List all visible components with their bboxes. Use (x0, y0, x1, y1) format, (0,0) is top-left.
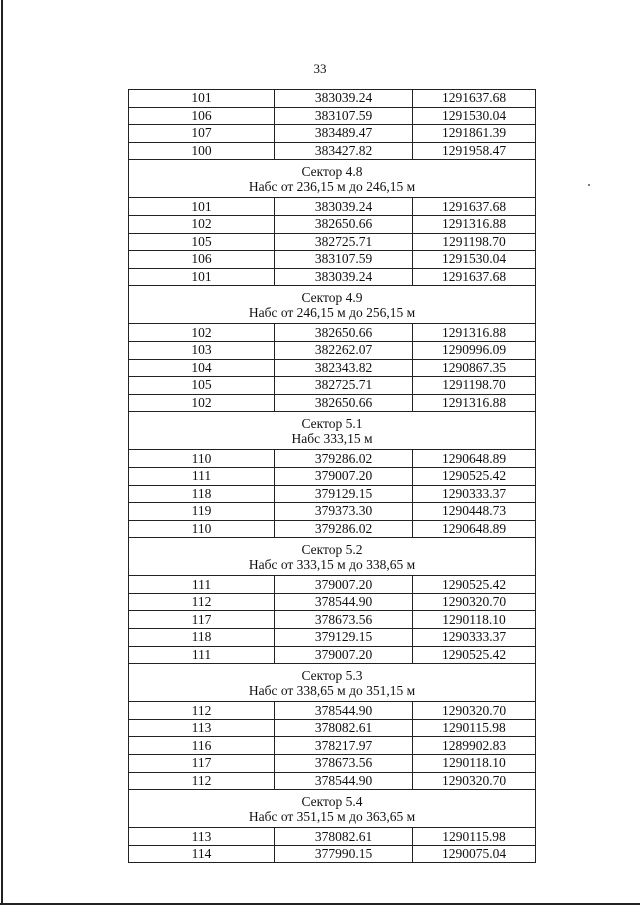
y-coordinate-cell: 1291637.68 (413, 198, 536, 216)
point-number-cell: 116 (129, 737, 275, 755)
y-coordinate-cell: 1290648.89 (413, 520, 536, 538)
y-coordinate-cell: 1290867.35 (413, 359, 536, 377)
point-number-cell: 102 (129, 215, 275, 233)
sector-elevation: Набс от 246,15 м до 256,15 м (248, 304, 416, 320)
x-coordinate-cell: 383489.47 (275, 125, 413, 143)
sector-elevation: Набс от 351,15 м до 363,65 м (248, 808, 416, 824)
y-coordinate-cell: 1291637.68 (413, 90, 536, 108)
y-coordinate-cell: 1290118.10 (413, 755, 536, 773)
y-coordinate-cell: 1290448.73 (413, 503, 536, 521)
point-number-cell: 110 (129, 520, 275, 538)
point-number-cell: 102 (129, 324, 275, 342)
x-coordinate-cell: 377990.15 (275, 845, 413, 863)
x-coordinate-cell: 383107.59 (275, 107, 413, 125)
sector-header-row (129, 286, 536, 324)
x-coordinate-cell: 379286.02 (275, 520, 413, 538)
scan-speck (588, 184, 590, 186)
x-coordinate-cell: 382650.66 (275, 324, 413, 342)
sector-header-row (129, 160, 536, 198)
table-row (129, 646, 536, 664)
point-number-cell: 114 (129, 845, 275, 863)
page-number: 33 (313, 61, 327, 76)
x-coordinate-cell: 378082.61 (275, 828, 413, 846)
y-coordinate-cell: 1291861.39 (413, 125, 536, 143)
sector-title: Сектор 4.8 (301, 163, 363, 179)
y-coordinate-cell: 1291316.88 (413, 324, 536, 342)
y-coordinate-cell: 1290996.09 (413, 341, 536, 359)
x-coordinate-cell: 378544.90 (275, 593, 413, 611)
table-row (129, 485, 536, 503)
x-coordinate-cell: 382650.66 (275, 394, 413, 412)
point-number-cell: 112 (129, 593, 275, 611)
table-row (129, 737, 536, 755)
table-row (129, 341, 536, 359)
point-number-cell: 103 (129, 341, 275, 359)
x-coordinate-cell: 379007.20 (275, 646, 413, 664)
point-number-cell: 101 (129, 268, 275, 286)
table-row (129, 520, 536, 538)
table-row (129, 142, 536, 160)
point-number-cell: 111 (129, 646, 275, 664)
sector-elevation: Набс от 236,15 м до 246,15 м (248, 178, 416, 194)
sector-title: Сектор 4.9 (301, 289, 363, 305)
x-coordinate-cell: 379007.20 (275, 576, 413, 594)
point-number-cell: 112 (129, 772, 275, 790)
y-coordinate-cell: 1291198.70 (413, 377, 536, 395)
x-coordinate-cell: 382725.71 (275, 233, 413, 251)
sector-header (129, 538, 536, 576)
y-coordinate-cell: 1290075.04 (413, 845, 536, 863)
point-number-cell: 118 (129, 629, 275, 647)
x-coordinate-cell: 383039.24 (275, 90, 413, 108)
table-row (129, 233, 536, 251)
y-coordinate-cell: 1291637.68 (413, 268, 536, 286)
x-coordinate-cell: 382650.66 (275, 215, 413, 233)
y-coordinate-cell: 1290115.98 (413, 719, 536, 737)
sector-header-row (129, 664, 536, 702)
table-row (129, 359, 536, 377)
sector-header (129, 664, 536, 702)
x-coordinate-cell: 382262.07 (275, 341, 413, 359)
sector-title: Сектор 5.2 (301, 541, 363, 557)
point-number-cell: 111 (129, 576, 275, 594)
table-row (129, 377, 536, 395)
sector-title: Сектор 5.3 (301, 667, 363, 683)
point-number-cell: 101 (129, 90, 275, 108)
table-row (129, 198, 536, 216)
sector-elevation: Набс 333,15 м (291, 430, 373, 446)
y-coordinate-cell: 1291530.04 (413, 251, 536, 269)
x-coordinate-cell: 382343.82 (275, 359, 413, 377)
point-number-cell: 106 (129, 251, 275, 269)
point-number-cell: 110 (129, 450, 275, 468)
y-coordinate-cell: 1290525.42 (413, 467, 536, 485)
point-number-cell: 118 (129, 485, 275, 503)
y-coordinate-cell: 1290118.10 (413, 611, 536, 629)
x-coordinate-cell: 383039.24 (275, 268, 413, 286)
point-number-cell: 105 (129, 233, 275, 251)
y-coordinate-cell: 1291958.47 (413, 142, 536, 160)
table-row (129, 90, 536, 108)
table-row (129, 845, 536, 863)
point-number-cell: 111 (129, 467, 275, 485)
table-row (129, 828, 536, 846)
table-row (129, 593, 536, 611)
y-coordinate-cell: 1290525.42 (413, 576, 536, 594)
y-coordinate-cell: 1291316.88 (413, 394, 536, 412)
y-coordinate-cell: 1290333.37 (413, 629, 536, 647)
point-number-cell: 113 (129, 719, 275, 737)
page-left-edge (1, 0, 3, 905)
y-coordinate-cell: 1289902.83 (413, 737, 536, 755)
table-row (129, 268, 536, 286)
point-number-cell: 106 (129, 107, 275, 125)
sector-title: Сектор 5.4 (301, 793, 363, 809)
table-row (129, 467, 536, 485)
x-coordinate-cell: 379007.20 (275, 467, 413, 485)
point-number-cell: 104 (129, 359, 275, 377)
sector-header-row (129, 538, 536, 576)
y-coordinate-cell: 1291198.70 (413, 233, 536, 251)
x-coordinate-cell: 382725.71 (275, 377, 413, 395)
table-row (129, 107, 536, 125)
point-number-cell: 117 (129, 755, 275, 773)
y-coordinate-cell: 1291530.04 (413, 107, 536, 125)
x-coordinate-cell: 379129.15 (275, 629, 413, 647)
y-coordinate-cell: 1290525.42 (413, 646, 536, 664)
x-coordinate-cell: 379373.30 (275, 503, 413, 521)
x-coordinate-cell: 379286.02 (275, 450, 413, 468)
table-row (129, 719, 536, 737)
table-row (129, 251, 536, 269)
point-number-cell: 117 (129, 611, 275, 629)
sector-elevation: Набс от 338,65 м до 351,15 м (248, 682, 416, 698)
sector-header (129, 160, 536, 198)
point-number-cell: 100 (129, 142, 275, 160)
table-row (129, 755, 536, 773)
point-number-cell: 119 (129, 503, 275, 521)
table-row (129, 503, 536, 521)
x-coordinate-cell: 378673.56 (275, 611, 413, 629)
table-row (129, 125, 536, 143)
x-coordinate-cell: 378217.97 (275, 737, 413, 755)
table-row (129, 450, 536, 468)
point-number-cell: 112 (129, 702, 275, 720)
x-coordinate-cell: 383107.59 (275, 251, 413, 269)
x-coordinate-cell: 378544.90 (275, 772, 413, 790)
table-row (129, 576, 536, 594)
point-number-cell: 113 (129, 828, 275, 846)
x-coordinate-cell: 383427.82 (275, 142, 413, 160)
sector-header (129, 790, 536, 828)
sector-elevation: Набс от 333,15 м до 338,65 м (248, 556, 416, 572)
y-coordinate-cell: 1291316.88 (413, 215, 536, 233)
y-coordinate-cell: 1290115.98 (413, 828, 536, 846)
point-number-cell: 107 (129, 125, 275, 143)
sector-header (129, 412, 536, 450)
table-row (129, 629, 536, 647)
table-row (129, 702, 536, 720)
point-number-cell: 105 (129, 377, 275, 395)
sector-header (129, 286, 536, 324)
table-row (129, 215, 536, 233)
x-coordinate-cell: 383039.24 (275, 198, 413, 216)
coordinates-table-body (129, 90, 536, 863)
sector-title: Сектор 5.1 (301, 415, 363, 431)
x-coordinate-cell: 378082.61 (275, 719, 413, 737)
y-coordinate-cell: 1290648.89 (413, 450, 536, 468)
x-coordinate-cell: 378673.56 (275, 755, 413, 773)
point-number-cell: 102 (129, 394, 275, 412)
x-coordinate-cell: 379129.15 (275, 485, 413, 503)
table-row (129, 324, 536, 342)
y-coordinate-cell: 1290320.70 (413, 593, 536, 611)
y-coordinate-cell: 1290320.70 (413, 772, 536, 790)
coordinates-table (128, 89, 536, 863)
sector-header-row (129, 412, 536, 450)
sector-header-row (129, 790, 536, 828)
table-row (129, 611, 536, 629)
x-coordinate-cell: 378544.90 (275, 702, 413, 720)
y-coordinate-cell: 1290333.37 (413, 485, 536, 503)
y-coordinate-cell: 1290320.70 (413, 702, 536, 720)
table-row (129, 394, 536, 412)
point-number-cell: 101 (129, 198, 275, 216)
table-row (129, 772, 536, 790)
